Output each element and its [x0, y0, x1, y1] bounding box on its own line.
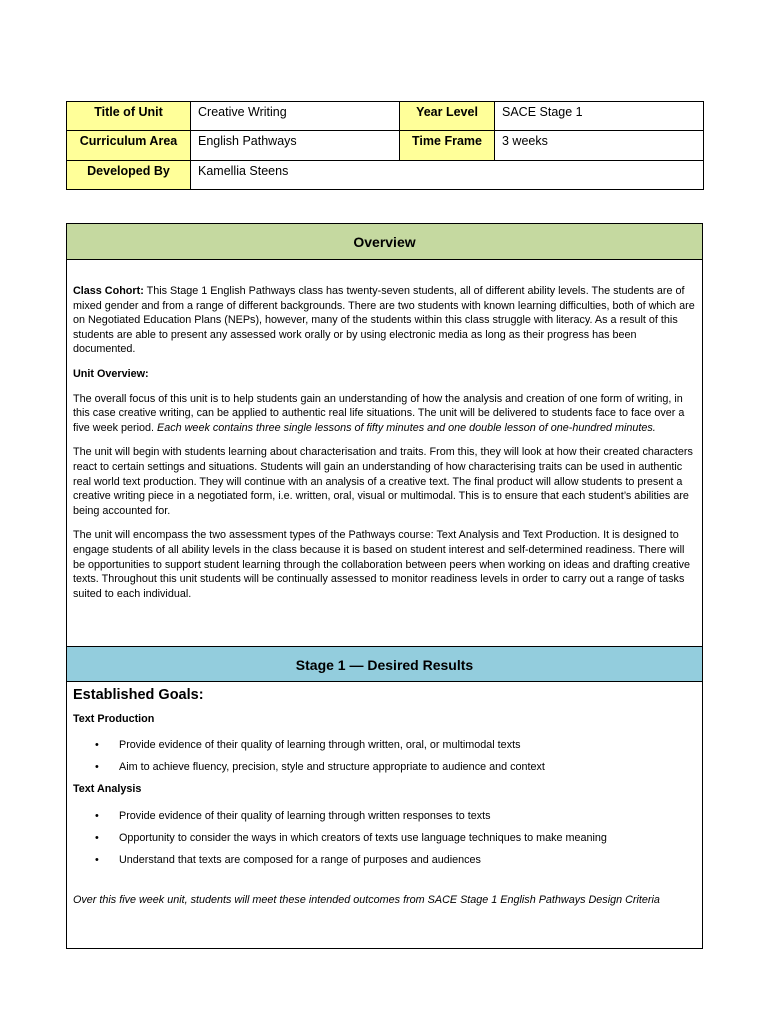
overview-section — [67, 260, 702, 646]
stage1-section — [67, 682, 702, 907]
info-row — [67, 131, 704, 160]
list-item — [73, 809, 696, 824]
unit-overview-label: Unit Overview: — [73, 367, 149, 380]
list-item-text: Opportunity to consider the ways in which creators of texts use language techniques to make meaning — [119, 832, 607, 845]
unit-info-table — [66, 101, 704, 190]
stage1-heading: Stage 1 — Desired Results — [67, 646, 702, 682]
bullet-icon: • — [95, 809, 99, 822]
outcomes-note: Over this five week unit, students will meet these intended outcomes from SACE Stage 1 English Pathways Design Criteria — [73, 893, 660, 906]
overview-paragraph-1 — [73, 392, 696, 436]
cohort-text: This Stage 1 English Pathways class has twenty-seven students, all of different ability levels. The students are of mixed gender and from a range of different backgrounds. There are two students with known learning difficulties, both of which are on Negotiated Education Plans (NEPs), however, many of the students within this class struggle with literacy. As a result of this students are able to present any assessed work orally or by using electronic media as long as their progress has been documented. — [73, 285, 695, 356]
established-goals-title: Established Goals: — [73, 687, 204, 703]
title-value: Creative Writing — [191, 102, 400, 131]
list-item — [73, 738, 696, 753]
list-item-text: Understand that texts are composed for a range of purposes and audiences — [119, 854, 481, 867]
list-item-text: Provide evidence of their quality of learning through written responses to texts — [119, 809, 491, 822]
list-item — [73, 853, 696, 868]
developer-label: Developed By — [67, 160, 191, 189]
class-cohort-paragraph — [73, 284, 696, 357]
time-label: Time Frame — [400, 131, 495, 160]
curriculum-label: Curriculum Area — [67, 131, 191, 160]
list-item — [73, 831, 696, 846]
time-value: 3 weeks — [495, 131, 704, 160]
bullet-icon: • — [95, 761, 99, 774]
list-item — [73, 760, 696, 775]
paragraph-text: The overall focus of this unit is to help students gain an understanding of how the analysis and creation of one form of writing, in this case creative writing, can be applied to authentic real life situations. The unit will be delivered to students face to face over a five week period. — [73, 392, 685, 434]
text-analysis-list — [73, 809, 696, 868]
overview-heading: Overview — [67, 224, 702, 260]
list-item-text: Provide evidence of their quality of learning through written, oral, or multimodal texts — [119, 739, 521, 752]
info-row — [67, 160, 704, 189]
bullet-icon: • — [95, 854, 99, 867]
year-label: Year Level — [400, 102, 495, 131]
info-row — [67, 102, 704, 131]
unit-plan-box — [66, 223, 703, 949]
text-production-list — [73, 738, 696, 775]
developer-value: Kamellia Steens — [191, 160, 704, 189]
bullet-icon: • — [95, 739, 99, 752]
title-label: Title of Unit — [67, 102, 191, 131]
cohort-label: Class Cohort: — [73, 285, 144, 297]
paragraph-italic-text: Each week contains three single lessons of fifty minutes and one double lesson of one-hundred minutes. — [157, 421, 656, 434]
text-production-heading: Text Production — [73, 712, 155, 725]
overview-paragraph-3: The unit will encompass the two assessment types of the Pathways course: Text Analysis and Text Production. It is designed to engage students of all ability levels in the class because it is based on student interest and self-determined readiness. There will be opportunities to support student learning through the collaboration between peers when working on ideas and drafting creative texts. Throughout this unit students will be continually assessed to monitor readiness levels in order to carry out a range of tasks suited to each individual. — [73, 529, 691, 600]
year-value: SACE Stage 1 — [495, 102, 704, 131]
list-item-text: Aim to achieve fluency, precision, style and structure appropriate to audience and context — [119, 761, 545, 774]
text-analysis-heading: Text Analysis — [73, 783, 142, 796]
curriculum-value: English Pathways — [191, 131, 400, 160]
bullet-icon: • — [95, 832, 99, 845]
overview-paragraph-2: The unit will begin with students learning about characterisation and traits. From this, they will look at how their created characters react to certain settings and situations. Students will gain an understanding of how characterising traits can be used in authentic real world text production. They will continue with an analysis of a creative text. The final product will allow students to present a creative writing piece in a negotiated form, i.e. written, oral, visual or multimodal. This is to ensure that each student’s abilities are being accounted for. — [73, 446, 693, 517]
